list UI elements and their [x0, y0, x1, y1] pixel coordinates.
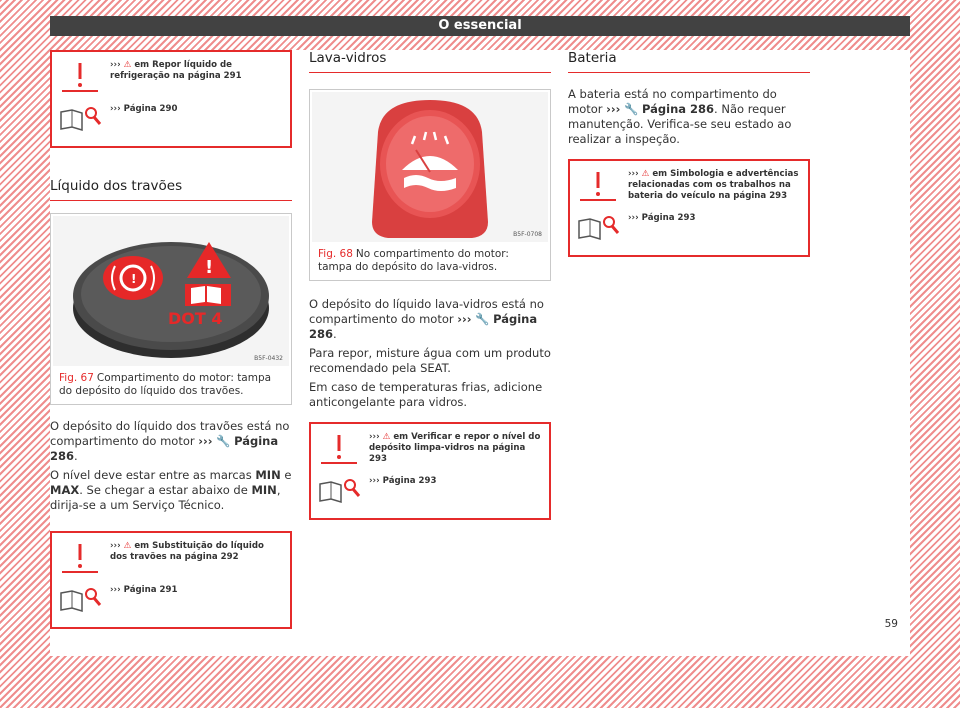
warning-triangle-icon: ⚠ — [641, 169, 650, 179]
page-link[interactable]: Página 291 — [123, 585, 178, 595]
figure-68 — [309, 89, 551, 281]
page-number: 59 — [884, 618, 898, 630]
warning-triangle-icon: ⚠ — [123, 541, 132, 551]
warning-link[interactable]: em Repor líquido de refrigeração na página 291 — [110, 60, 242, 81]
crossref-box-washer — [309, 422, 551, 520]
page-link[interactable]: Página 293 — [382, 476, 437, 486]
heading-washer: Lava-vidros — [309, 50, 551, 73]
warning-ref: ››› ⚠ em Verificar e repor o nível do depósito limpa-vidros na página 293 — [369, 432, 541, 466]
dot4-label: DOT 4 — [168, 309, 223, 328]
page-link[interactable]: Página 293 — [641, 213, 696, 223]
book-wrench-icon — [58, 585, 104, 619]
book-wrench-icon — [576, 213, 622, 247]
figure-67 — [50, 213, 292, 405]
svg-text:!: ! — [205, 257, 214, 278]
page-ref: ››› Página 290 — [110, 104, 282, 138]
paragraph: A bateria está no compartimento do motor ››› 🔧 Página 286. Não requer manutenção. Verifica-se seu estado ao realizar a inspeção. — [568, 87, 792, 146]
figure-code: B5F-0432 — [254, 355, 283, 362]
svg-text:!: ! — [131, 272, 137, 286]
paragraph: O nível deve estar entre as marcas MIN e MAX. Se chegar a estar abaixo de MIN, dirija-se a um Serviço Técnico. — [50, 468, 292, 512]
figure-caption: Fig. 68 No compartimento do motor: tampa do depósito do lava-vidros. — [318, 248, 509, 273]
warning-icon — [576, 169, 620, 207]
page-link[interactable]: Página 286 — [642, 102, 715, 116]
warning-link[interactable]: em Substituição do líquido dos travões na página 292 — [110, 541, 264, 562]
paragraph: O depósito do líquido lava-vidros está no compartimento do motor ››› 🔧 Página 286. — [309, 297, 544, 341]
warning-link[interactable]: em Simbologia e advertências relacionadas com os trabalhos na bateria do veículo na página 293 — [628, 169, 799, 201]
column-2 — [309, 50, 551, 520]
crossref-box-battery — [568, 159, 810, 257]
warning-ref: ››› ⚠ em Simbologia e advertências relacionadas com os trabalhos na bateria do veículo na página 293 — [628, 169, 800, 203]
paragraph: O depósito do líquido dos travões está no compartimento do motor ››› 🔧 Página 286. — [50, 419, 290, 463]
book-wrench-icon — [58, 104, 104, 138]
warning-ref: ››› ⚠ em Repor líquido de refrigeração na página 291 — [110, 60, 282, 94]
warning-ref: ››› ⚠ em Substituição do líquido dos travões na página 292 — [110, 541, 282, 575]
page-ref: ››› Página 291 — [110, 585, 282, 619]
figure-caption: Fig. 67 Compartimento do motor: tampa do depósito do líquido dos travões. — [59, 372, 272, 397]
washer-cap-image — [312, 92, 548, 242]
wrench-icon: 🔧 — [475, 312, 490, 326]
page-link[interactable]: Página 286 — [309, 312, 538, 341]
crossref-box-coolant — [50, 50, 292, 148]
warning-icon — [317, 432, 361, 470]
wrench-icon: 🔧 — [624, 102, 639, 116]
page-ref: ››› Página 293 — [628, 213, 800, 247]
book-wrench-icon — [317, 476, 363, 510]
wrench-icon: 🔧 — [216, 434, 231, 448]
warning-triangle-icon: ⚠ — [382, 432, 391, 442]
brake-fluid-cap-image — [53, 216, 289, 366]
section-header: O essencial — [50, 16, 910, 36]
column-1 — [50, 50, 292, 629]
paragraph: Para repor, misture água com um produto recomendado pela SEAT. — [309, 346, 551, 375]
page-link[interactable]: Página 290 — [123, 104, 178, 114]
column-3 — [568, 50, 810, 257]
heading-brake-fluid: Líquido dos travões — [50, 178, 292, 201]
page-ref: ››› Página 293 — [369, 476, 541, 510]
warning-triangle-icon: ⚠ — [123, 60, 132, 70]
figure-code: B5F-0708 — [513, 231, 542, 238]
warning-icon — [58, 541, 102, 579]
crossref-box-brake — [50, 531, 292, 629]
page-link[interactable]: Página 286 — [50, 434, 279, 463]
warning-icon — [58, 60, 102, 98]
paragraph: Em caso de temperaturas frias, adicione anticongelante para vidros. — [309, 380, 543, 409]
heading-battery: Bateria — [568, 50, 810, 73]
warning-link[interactable]: em Verificar e repor o nível do depósito limpa-vidros na página 293 — [369, 432, 541, 464]
